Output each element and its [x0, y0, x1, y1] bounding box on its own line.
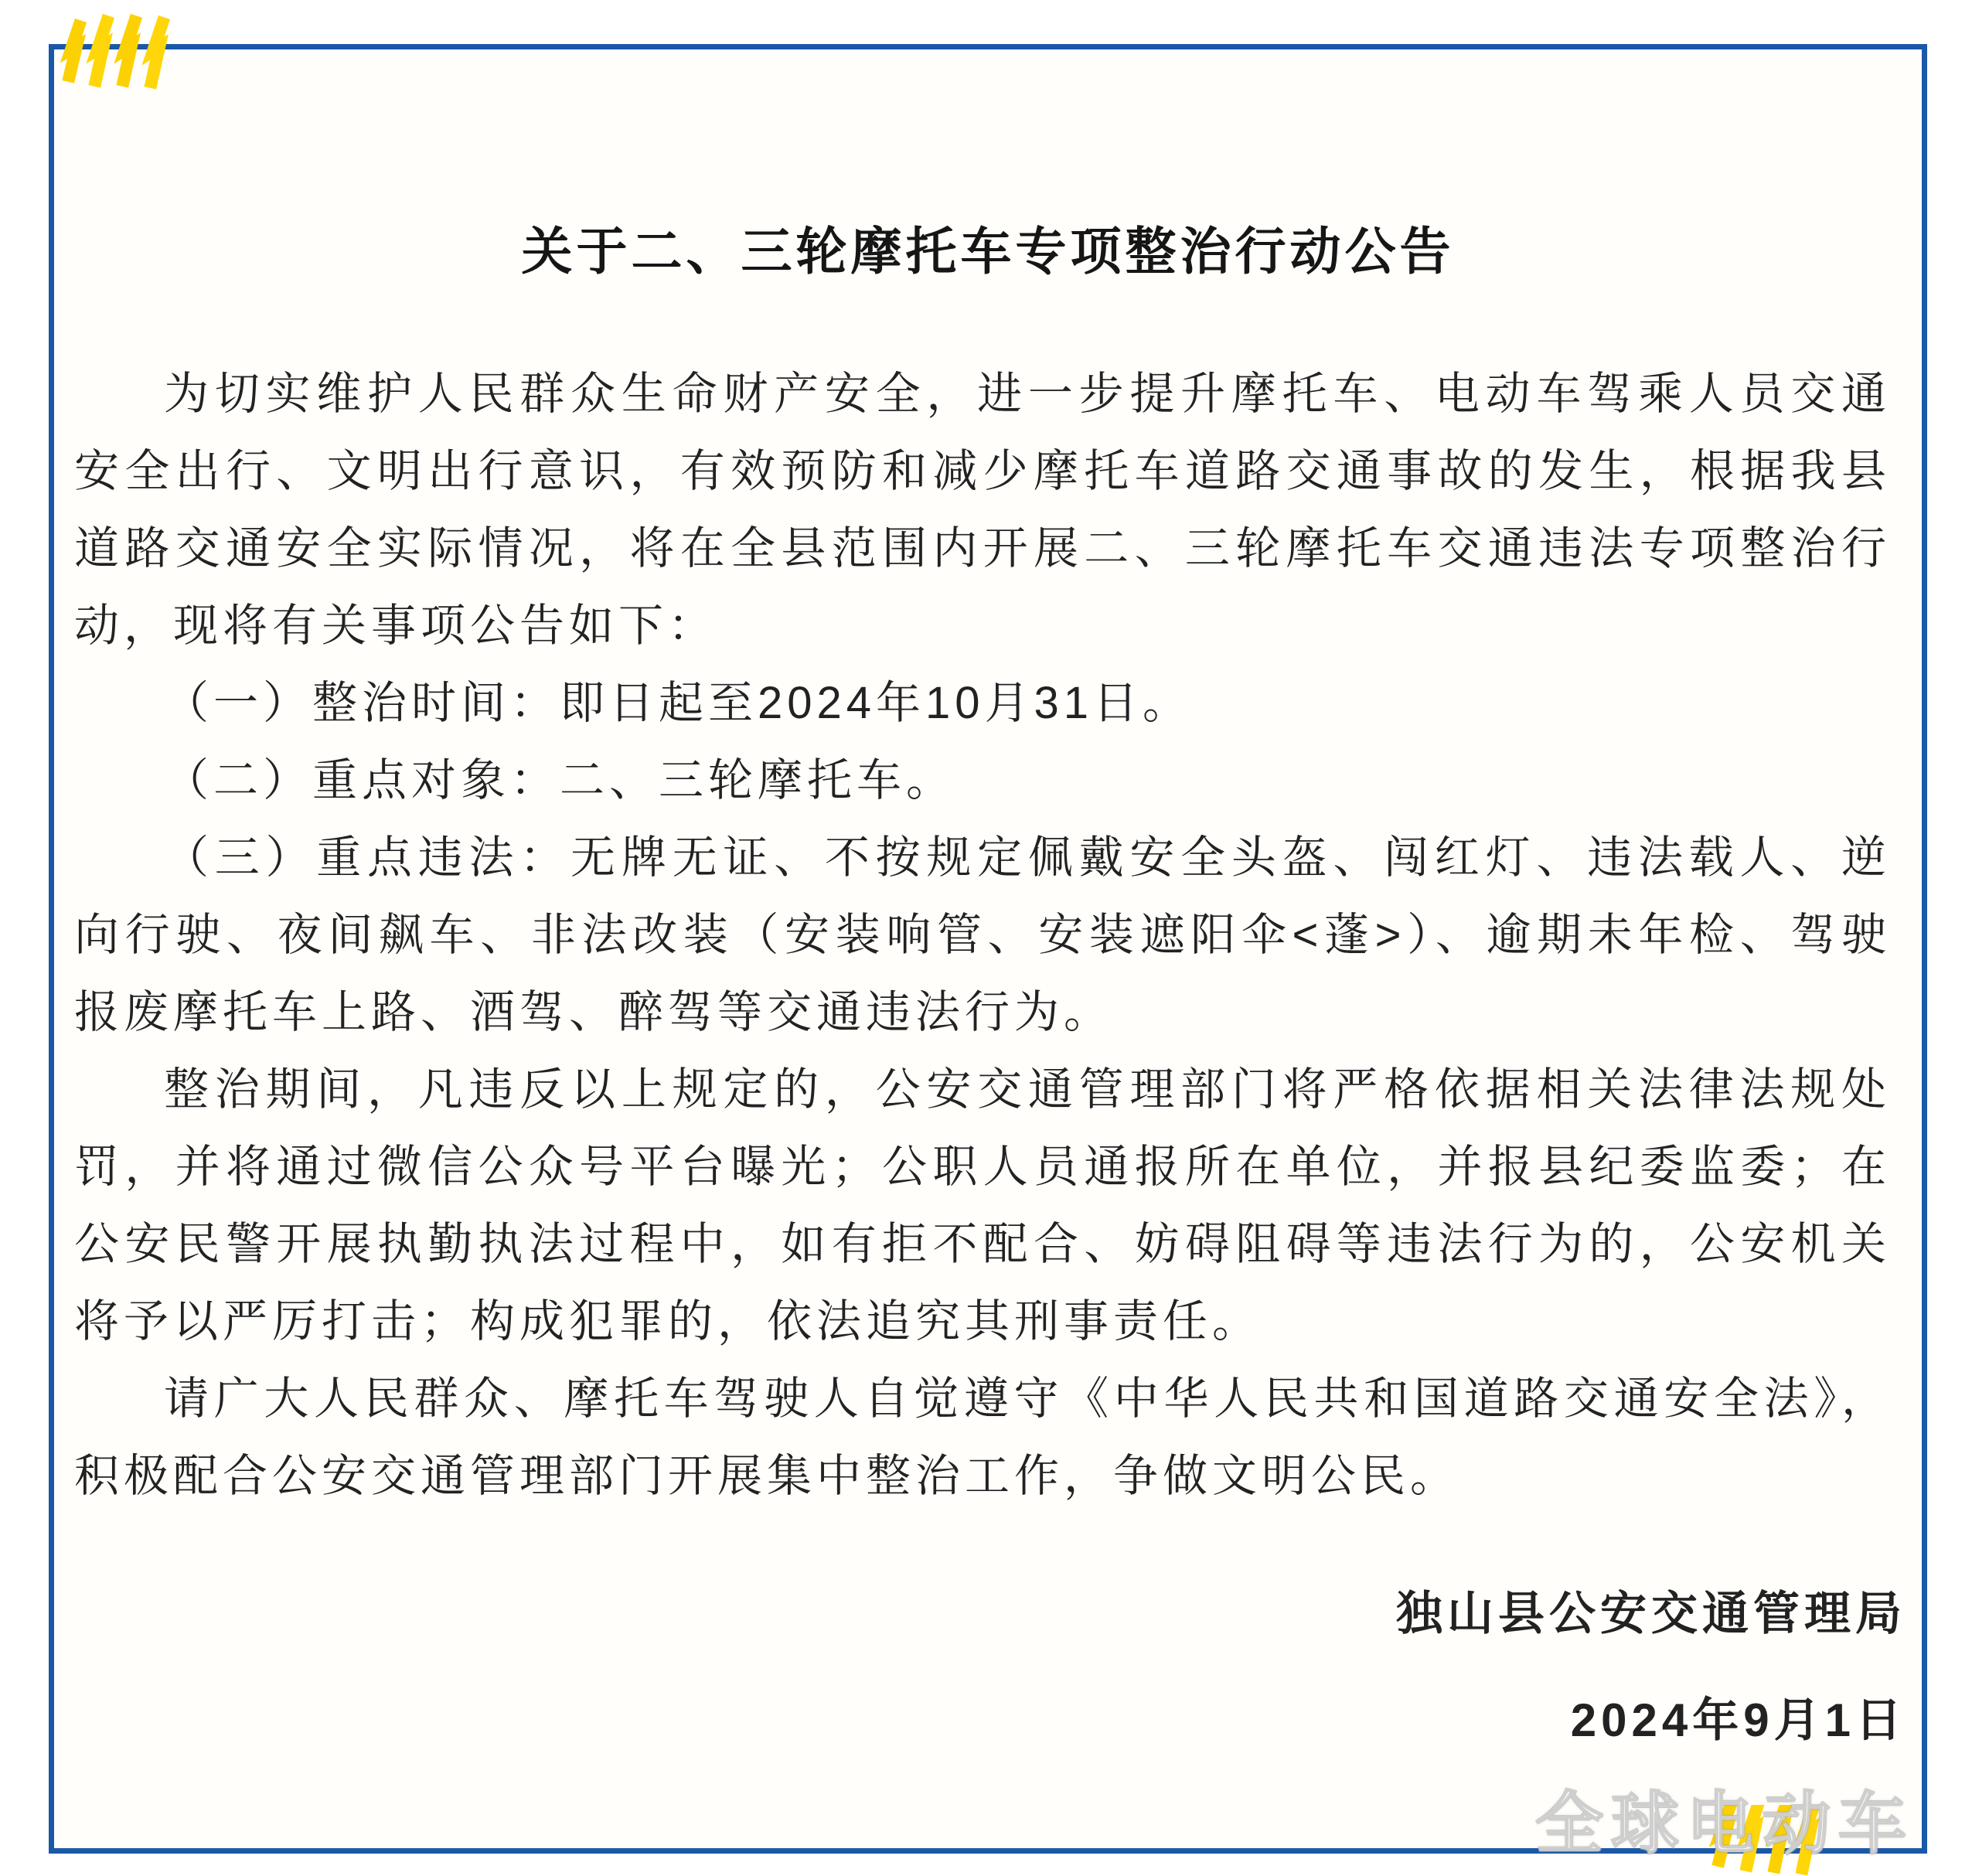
issuing-authority: 独山县公安交通管理局 [1396, 1588, 1906, 1639]
paragraph-appeal: 请广大人民群众、摩托车驾驶人自觉遵守《中华人民共和国道路交通安全法》，积极配合公安交通管理部门开展集中整治工作，争做文明公民。 [74, 1374, 1891, 1501]
issue-date: 2024年9月1日 [1570, 1694, 1906, 1746]
paragraph-enforcement: 整治期间，凡违反以上规定的，公安交通管理部门将严格依据相关法律法规处罚，并将通过微信公众号平台曝光；公职人员通报所在单位，并报县纪委监委；在公安民警开展执勤执法过程中，如有拒不配合、妨碍阻碍等违法行为的，公安机关将予以严厉打击；构成犯罪的，依法追究其刑事责任。 [74, 1064, 1891, 1347]
paragraph-item-1-time: （一）整治时间：即日起至2024年10月31日。 [164, 678, 1193, 728]
signature-block [1396, 1577, 1906, 1750]
paragraph-item-2-targets: （二）重点对象：二、三轮摩托车。 [164, 755, 956, 805]
paragraph-item-3-violations: （三）重点违法：无牌无证、不按规定佩戴安全头盔、闯红灯、违法载人、逆向行驶、夜间飙车、非法改装（安装响管、安装遮阳伞<蓬>）、逾期未年检、驾驶报废摩托车上路、酒驾、醉驾等交通违法行为。 [74, 832, 1891, 1037]
announcement-title: 关于二、三轮摩托车专项整治行动公告 [521, 223, 1455, 281]
hazard-marks-top-left-icon [60, 2, 184, 102]
paragraph-intro: 为切实维护人民群众生命财产安全，进一步提升摩托车、电动车驾乘人员交通安全出行、文明出行意识，有效预防和减少摩托车道路交通事故的发生，根据我县道路交通安全实际情况，将在全县范围内开展二、三轮摩托车交通违法专项整治行动，现将有关事项公告如下： [74, 369, 1891, 651]
watermark-text: 全球电动车 [1534, 1786, 1914, 1862]
announcement-body [74, 356, 1891, 1515]
